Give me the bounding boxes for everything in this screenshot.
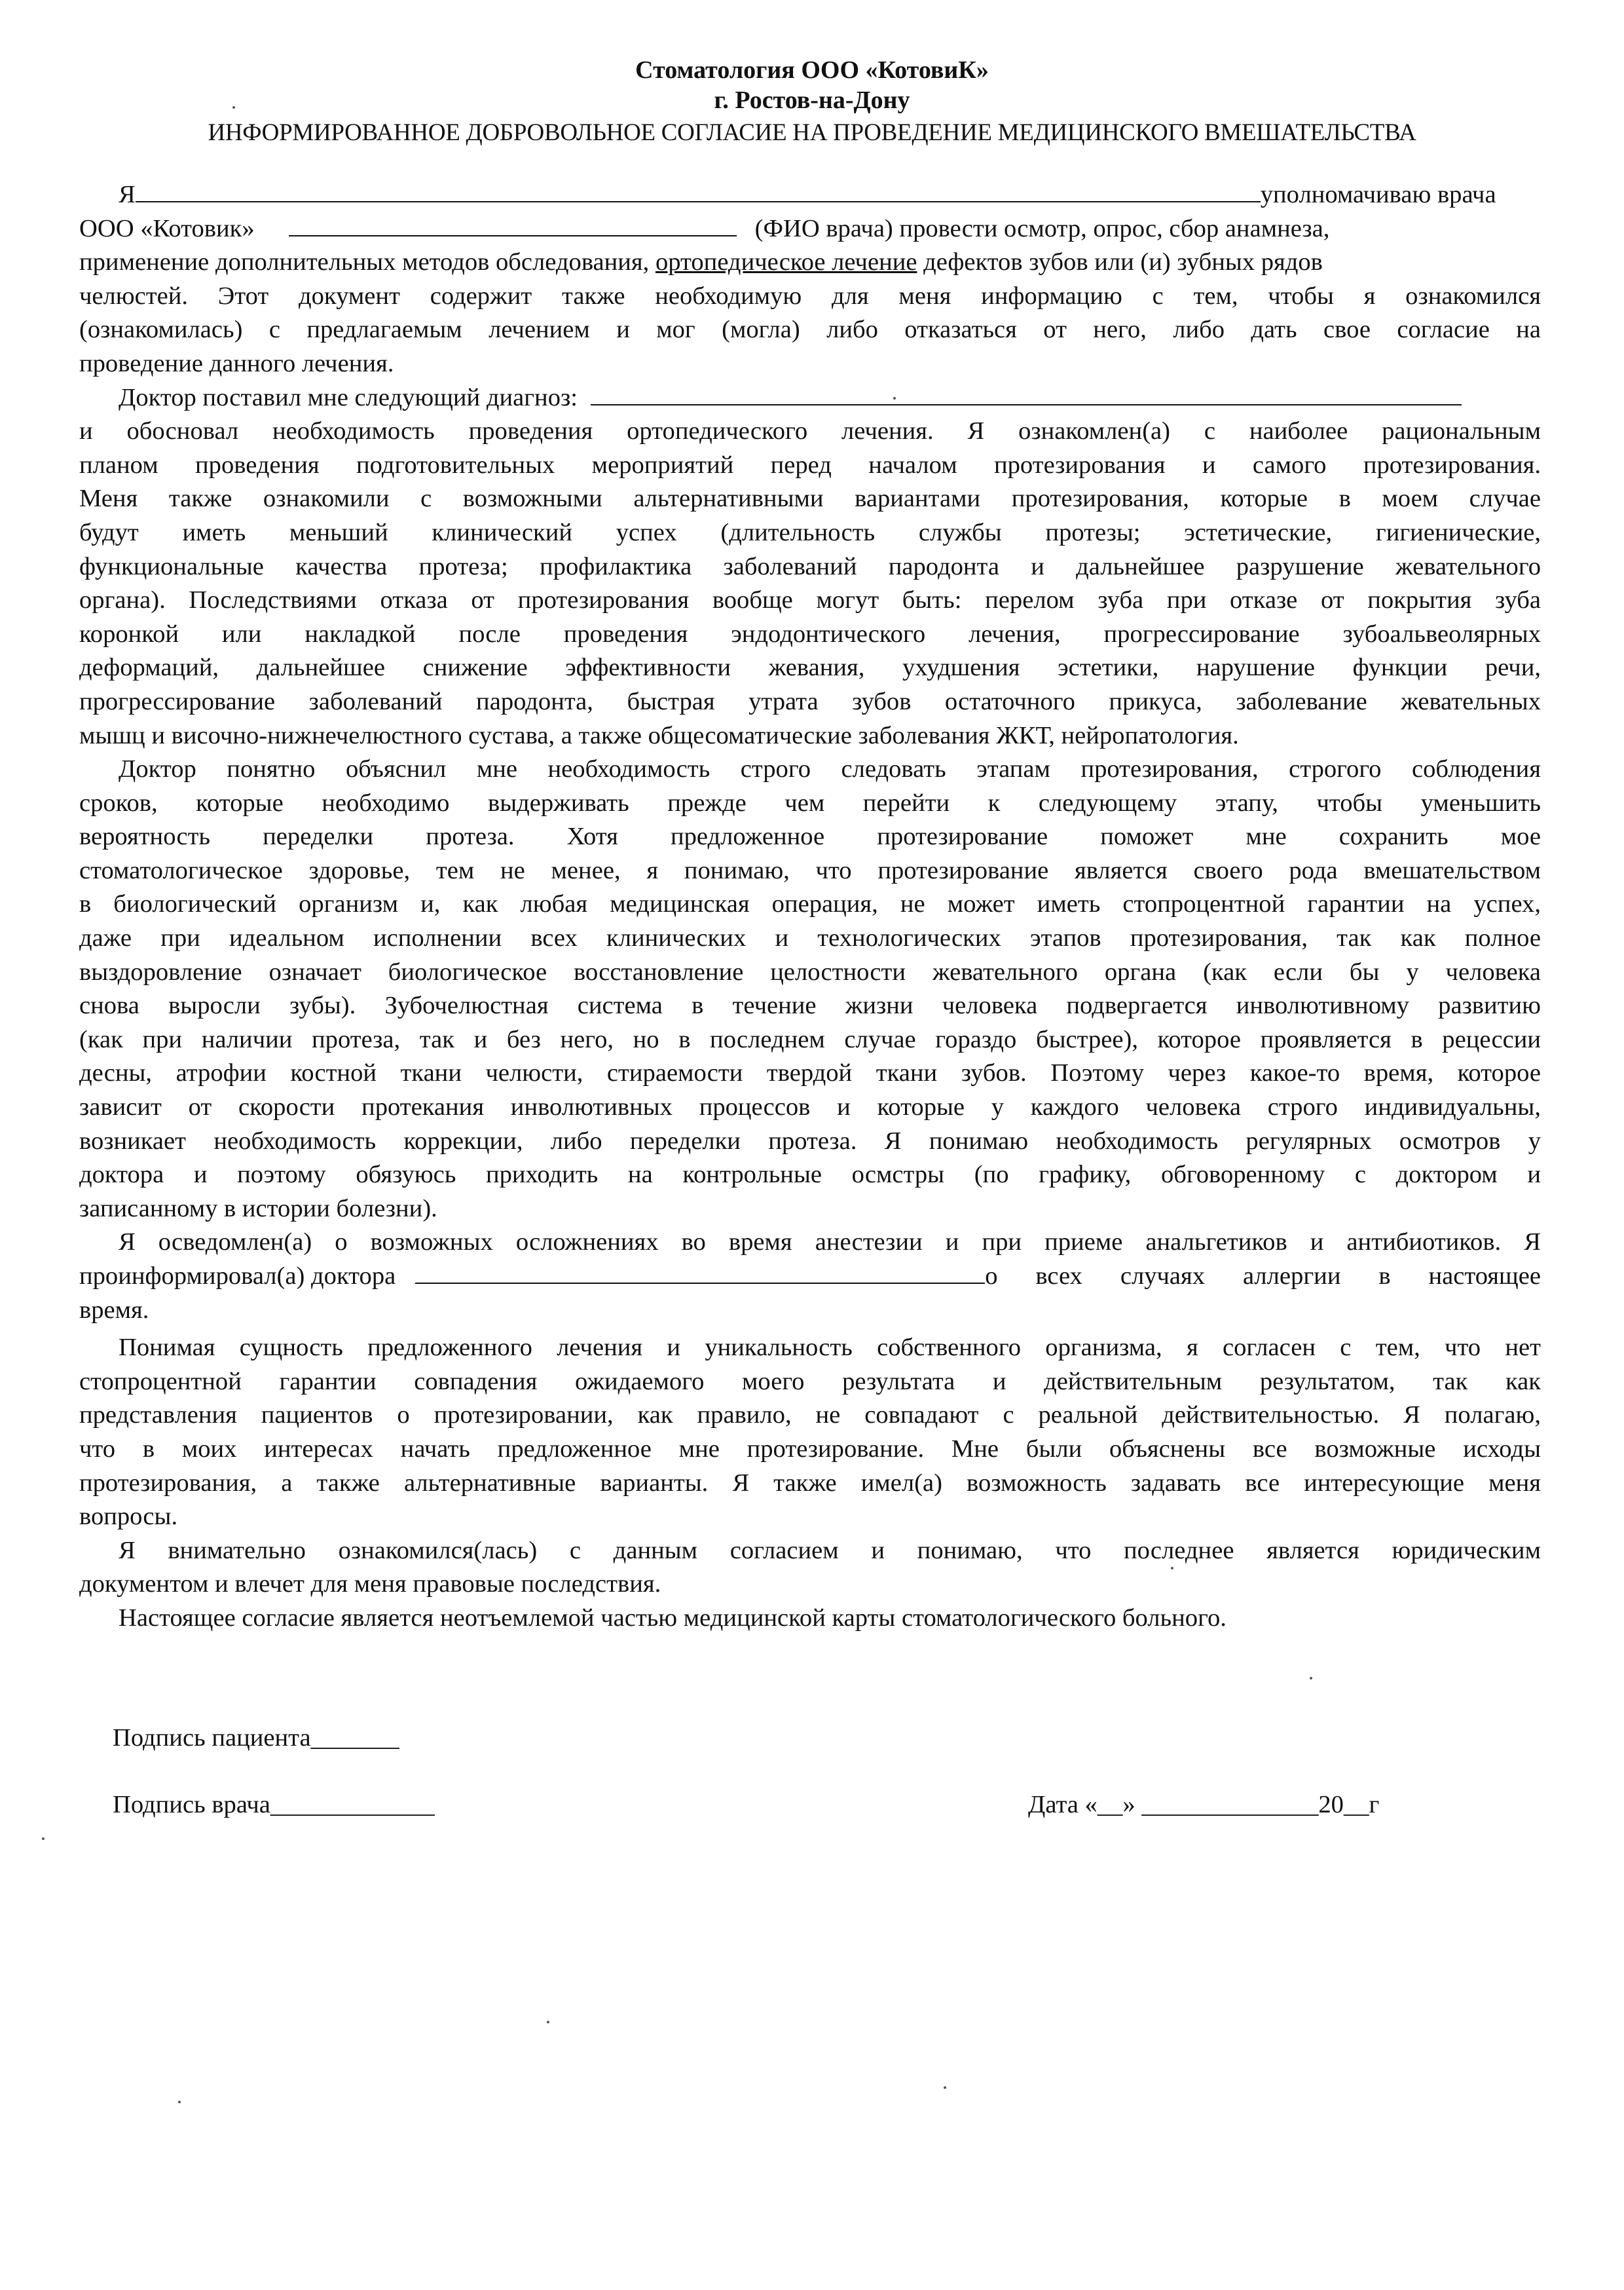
text-line: представления пациентов о протезировании, как правило, не совпадают с реальной действительностью. Я полагаю, <box>79 1401 1541 1429</box>
scan-speck <box>893 397 896 400</box>
text-line: вопросы. <box>79 1503 178 1531</box>
paragraph-guarantee <box>79 1331 1541 1534</box>
text-segment: дефектов зубов или (и) зубных рядов <box>917 248 1323 276</box>
text-line: вероятность переделки протеза. Хотя предложенное протезирование поможет мне сохранить мое <box>79 823 1541 851</box>
text-line: стопроцентной гарантии совпадения ожидаемого моего результата и действительным результатом, так как <box>79 1367 1541 1395</box>
paragraph-authorization <box>79 178 1541 381</box>
text-line: что в моих интересах начать предложенное мне протезирование. Мне были объяснены все возможные исходы <box>79 1435 1541 1463</box>
paragraph-medical-record <box>79 1602 1541 1636</box>
scan-speck <box>232 106 235 109</box>
text-line: коронкой или накладкой после проведения эндодонтического лечения, прогрессирование зубоальвеолярных <box>79 620 1541 648</box>
paragraph-prosthetics <box>79 753 1541 1226</box>
document-title: ИНФОРМИРОВАННОЕ ДОБРОВОЛЬНОЕ СОГЛАСИЕ НА ПРОВЕДЕНИЕ МЕДИЦИНСКОГО ВМЕШАТЕЛЬСТВА <box>208 119 1416 146</box>
text-line: выздоровление означает биологическое восстановление целостности жевательного органа (как если бы у человека <box>79 958 1541 986</box>
document-body <box>79 178 1541 1636</box>
clinic-name: Стоматология ООО «КотовиК» <box>635 56 989 84</box>
text-line: проведение данного лечения. <box>79 349 394 377</box>
clinic-city: г. Ростов-на-Дону <box>714 86 910 114</box>
text-line <box>79 246 1541 280</box>
scan-speck <box>547 2021 549 2023</box>
text-line: органа). Последствиями отказа от протезирования вообще могут быть: перелом зуба при отказе от покрытия зуба <box>79 586 1541 614</box>
text-line: в биологический организм и, как любая медицинская операция, не может иметь стопроцентной гарантии на успех, <box>79 890 1541 918</box>
text-line: Понимая сущность предложенного лечения и уникальность собственного организма, я согласен с тем, что нет <box>119 1334 1541 1362</box>
text-line: Я осведомлен(а) о возможных осложнениях во время анестезии и при приеме анальгетиков и антибиотиков. Я <box>119 1228 1541 1256</box>
text-line: Я внимательно ознакомился(лась) с данным согласием и понимаю, что последнее является юридическим <box>119 1536 1541 1564</box>
text-line: Меня также ознакомили с возможными альтернативными вариантами протезирования, которые в моем случае <box>79 485 1541 513</box>
text-line: десны, атрофии костной ткани челюсти, стираемости твердой ткани зубов. Поэтому через какое-то время, которое <box>79 1059 1541 1087</box>
doctor-clause: (ФИО врача) провести осмотр, опрос, сбор анамнеза, <box>754 214 1330 242</box>
informed-doctor-label: проинформировал(а) доктора <box>79 1262 396 1290</box>
text-line: записанному в истории болезни). <box>79 1194 437 1222</box>
text-line: прогрессирование заболеваний пародонта, быстрая утрата зубов остаточного прикуса, заболевание жевательных <box>79 687 1541 715</box>
text-line: Доктор понятно объяснил мне необходимость строго следовать этапам протезирования, строгого соблюдения <box>119 755 1541 783</box>
org-name: ООО «Котовик» <box>79 214 255 242</box>
doctor-signature-line[interactable]: Подпись врача_____________ <box>113 1791 435 1818</box>
text-line <box>79 212 1541 246</box>
text-line: и обосновал необходимость проведения ортопедического лечения. Я ознакомлен(а) с наиболее рациональным <box>79 417 1541 445</box>
orthopedic-treatment-underlined: ортопедическое лечение <box>655 248 917 276</box>
text-line: планом проведения подготовительных мероприятий перед началом протезирования и самого протезирования. <box>79 451 1541 479</box>
text-line: (ознакомилась) с предлагаемым лечением и мог (могла) либо отказаться от него, либо дать свое согласие на <box>79 316 1541 344</box>
text-line: возникает необходимость коррекции, либо переделки протеза. Я понимаю необходимость регулярных осмотров у <box>79 1127 1541 1155</box>
allergy-doctor-blank[interactable] <box>415 1260 985 1284</box>
text-line: даже при идеальном исполнении всех клинических и технологических этапов протезирования, так как полное <box>79 924 1541 952</box>
scan-speck <box>944 2086 946 2089</box>
text-line: время. <box>79 1296 149 1324</box>
text-line: протезирования, а также альтернативные варианты. Я также имел(а) возможность задавать все интересующие меня <box>79 1469 1541 1497</box>
text-line: зависит от скорости протекания инволютивных процессов и которые у каждого человека строго индивидуальны, <box>79 1093 1541 1121</box>
authorize-text: уполномачиваю врача <box>1260 181 1496 208</box>
scan-speck <box>42 1837 45 1840</box>
text-line <box>79 178 1541 212</box>
text-segment: применение дополнительных методов обследования, <box>79 248 655 276</box>
scan-speck <box>178 2101 181 2103</box>
patient-name-blank[interactable] <box>136 179 1261 202</box>
text-line: сроков, которые необходимо выдерживать прежде чем перейти к следующему этапу, чтобы уменьшить <box>79 789 1541 817</box>
date-line[interactable]: Дата «__» ______________20__г <box>1028 1791 1380 1818</box>
text-line: доктора и поэтому обязуюсь приходить на контрольные осмстры (по графику, обговоренному с доктором и <box>79 1161 1541 1189</box>
patient-prefix: Я <box>119 181 136 208</box>
diagnosis-blank[interactable] <box>591 382 1462 405</box>
paragraph-allergies <box>79 1226 1541 1327</box>
text-line: Настоящее согласие является неотъемлемой частью медицинской карты стоматологического больного. <box>119 1604 1227 1632</box>
text-line: функциональные качества протеза; профилактика заболеваний пародонта и дальнейшее разрушение жевательного <box>79 552 1541 580</box>
text-line: мышц и височно-нижнечелюстного сустава, а также общесоматические заболевания ЖКТ, нейропатология. <box>79 721 1239 749</box>
text-line: деформаций, дальнейшее снижение эффективности жевания, ухудшения эстетики, нарушение функции речи, <box>79 654 1541 682</box>
text-line: (как при наличии протеза, так и без него, но в последнем случае гораздо быстрее), которое проявляется в рецессии <box>79 1025 1541 1053</box>
scan-speck <box>1171 1567 1173 1569</box>
text-line: будут иметь меньший клинический успех (длительность службы протезы; эстетические, гигиенические, <box>79 518 1541 546</box>
scan-speck <box>1310 1677 1312 1680</box>
allergy-clause: о всех случаях аллергии в настоящее <box>985 1262 1541 1290</box>
text-line: документом и влечет для меня правовые последствия. <box>79 1570 661 1598</box>
text-line: челюстей. Этот документ содержит также необходимую для меня информацию с тем, чтобы я ознакомился <box>79 282 1541 310</box>
text-line <box>79 381 1541 415</box>
text-line: стоматологическое здоровье, тем не менее, я понимаю, что протезирование является своего рода вмешательством <box>79 856 1541 884</box>
text-line: снова выросли зубы). Зубочелюстная система в течение жизни человека подвергается инволютивному развитию <box>79 992 1541 1020</box>
patient-signature-line[interactable]: Подпись пациента_______ <box>113 1724 399 1752</box>
diagnosis-label: Доктор поставил мне следующий диагноз: <box>119 383 578 411</box>
text-line <box>79 1260 1541 1294</box>
doctor-name-blank[interactable] <box>289 213 737 236</box>
paragraph-legal <box>79 1534 1541 1602</box>
paragraph-diagnosis <box>79 381 1541 753</box>
